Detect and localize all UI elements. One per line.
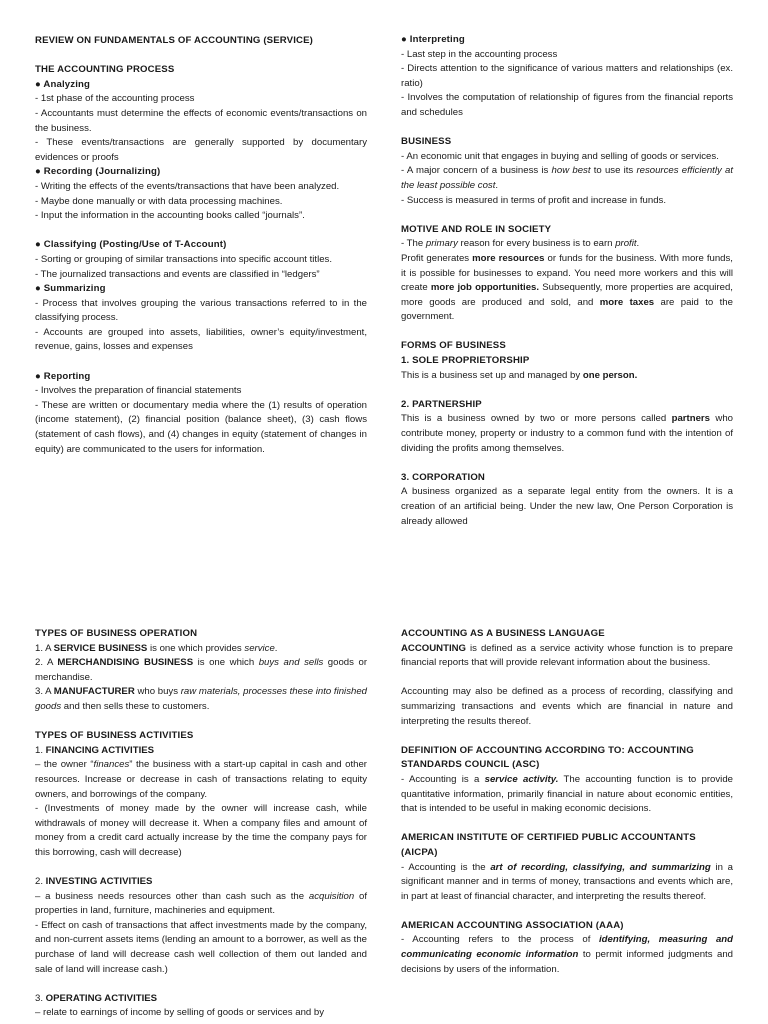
paragraph <box>401 150 733 165</box>
text-run: ACCOUNTING AS A BUSINESS LANGUAGE <box>401 628 605 639</box>
section-heading <box>401 339 733 354</box>
text-run: in a significant manner and in terms of money, transactions and events which are, in part at least of financial character, and interpreting the results thereof. <box>401 861 734 902</box>
text-run: finances <box>93 759 130 771</box>
text-run: ● Analyzing <box>35 78 91 90</box>
text-run: - Involves the computation of relationship of figures from the financial reports and schedules <box>401 92 733 118</box>
paragraph <box>35 992 367 1007</box>
text-run: profit <box>615 238 637 250</box>
text-run: . <box>274 642 278 654</box>
text-run: who contribute money, property or industry to a common fund with the intention of dividing the profits among themselves. <box>401 413 734 454</box>
text-run: FINANCING ACTIVITIES <box>45 744 155 756</box>
text-run: AMERICAN INSTITUTE OF CERTIFIED PUBLIC ACCOUNTANTS (AICPA) <box>401 832 696 858</box>
paragraph <box>401 194 733 209</box>
text-run: buys and sells <box>258 657 324 669</box>
text-run: TYPES OF BUSINESS OPERATION <box>35 628 198 639</box>
text-run: is one which provides <box>147 642 245 654</box>
section-heading <box>35 370 367 385</box>
text-run: to use its <box>590 165 637 177</box>
text-run: of properties in land, furniture, machineries and equipment. <box>35 890 367 917</box>
paragraph <box>401 412 733 456</box>
paragraph-gap <box>35 49 367 64</box>
column-left-top <box>35 34 367 457</box>
paragraph-gap <box>401 325 733 340</box>
text-run: INVESTING ACTIVITIES <box>45 876 153 888</box>
paragraph-gap <box>401 121 733 136</box>
paragraph <box>35 758 367 802</box>
paragraph-gap <box>401 208 733 223</box>
section-heading <box>401 33 733 48</box>
text-run: - 1st phase of the accounting process <box>35 93 195 105</box>
column-right-bottom <box>401 627 733 977</box>
text-run: ● Interpreting <box>401 34 465 45</box>
paragraph <box>401 485 733 529</box>
text-run: AMERICAN ACCOUNTING ASSOCIATION (AAA) <box>401 919 624 931</box>
text-run: - Writing the effects of the events/transactions that have been analyzed. <box>35 180 340 192</box>
text-run: more resources <box>472 252 545 264</box>
paragraph <box>35 399 367 457</box>
paragraph <box>35 656 367 685</box>
section-heading <box>401 471 733 486</box>
text-run: to permit informed judgments and decisions by users of the information. <box>401 949 733 975</box>
text-run: Accounting may also be defined as a process of recording, classifying and summarizing transactions and events which are financial in nature and interpreting the results thereof. <box>401 686 733 727</box>
paragraph-gap <box>401 671 733 686</box>
text-run: 3. <box>35 992 46 1004</box>
section-heading <box>401 354 733 369</box>
text-run: is one which <box>193 657 259 669</box>
text-run: ” the business with a start-up capital in cash and other resources. Increase or decrease in cash of transactions relating to equity owners, and borrowings of the company. <box>35 759 367 800</box>
paragraph <box>35 180 367 195</box>
paragraph-gap <box>401 456 733 471</box>
text-run: or funds for the business. With more funds, it is possible for businesses to expand. You need more workers and this will create <box>401 252 733 294</box>
paragraph <box>35 195 367 210</box>
text-run: SERVICE BUSINESS <box>53 642 148 654</box>
paragraph <box>35 802 367 860</box>
text-run: ACCOUNTING <box>401 642 467 654</box>
section-heading <box>401 919 733 934</box>
text-run: 2. <box>35 876 46 888</box>
text-run: - Accounting refers to the process of <box>401 934 599 946</box>
text-run: TYPES OF BUSINESS ACTIVITIES <box>35 730 194 742</box>
text-run: raw materials, processes these into finished goods <box>35 686 367 712</box>
text-run: and then sells these to customers. <box>61 700 210 712</box>
paragraph-gap <box>35 355 367 370</box>
text-run: 3. CORPORATION <box>401 471 486 483</box>
paragraph <box>35 326 367 355</box>
paragraph <box>401 62 733 91</box>
text-run: - Accounting is a <box>401 773 485 785</box>
text-run: REVIEW ON FUNDAMENTALS OF ACCOUNTING (SERVICE) <box>35 35 314 46</box>
text-run: acquisition <box>308 890 355 902</box>
paragraph <box>401 237 733 252</box>
paragraph <box>401 933 733 977</box>
paragraph <box>401 164 733 193</box>
text-run: more taxes <box>599 296 655 308</box>
text-run: ● Classifying (Posting/Use of T-Account) <box>35 239 227 251</box>
text-run: 1. <box>35 744 46 756</box>
paragraph <box>401 773 733 817</box>
section-heading <box>401 135 733 150</box>
paragraph <box>401 369 733 384</box>
text-run: BUSINESS <box>401 136 452 148</box>
paragraph <box>35 744 367 759</box>
text-run: Profit generates <box>401 252 473 264</box>
paragraph <box>35 253 367 268</box>
text-run: - Effect on cash of transactions that affect investments made by the company, and non-current assets items (lending an amount to a borrower, as well as the purchase of land will decrease cash well collection of them out landed and sale of land will increase cash.) <box>35 919 367 975</box>
text-run: - Input the information in the accounting books called “journals”. <box>35 210 305 222</box>
text-run: - The journalized transactions and events are classified in “ledgers” <box>35 268 320 280</box>
text-run: – a business needs resources other than cash such as the <box>35 890 309 902</box>
paragraph <box>401 252 733 325</box>
paragraph <box>401 642 733 671</box>
section-heading <box>35 78 367 93</box>
paragraph-gap <box>401 729 733 744</box>
text-run: art of recording, classifying, and summarizing <box>490 861 711 873</box>
text-run: 1. A <box>35 642 54 654</box>
text-run: - (Investments of money made by the owner will increase cash, while withdrawals of money will decrease it. When a company files and amount of money from a credit card actually increase by the time the company pays for this borrowing, cash will decrease) <box>35 803 367 858</box>
paragraph-gap <box>401 817 733 832</box>
text-run: 3. A <box>35 686 54 698</box>
text-run: MANUFACTURER <box>53 686 135 698</box>
text-run: identifying, measuring and communicating economic information <box>401 934 733 961</box>
section-heading <box>35 729 367 744</box>
text-run: - These are written or documentary media where the (1) results of operation (income statement), (2) financial position (balance sheet), (3) cash flows (statement of cash flows), and (4) changes in equity (statement of changes in equity) are communicated to the users for information. <box>35 399 367 455</box>
text-run: MOTIVE AND ROLE IN SOCIETY <box>401 223 552 235</box>
text-run: - Accounts are grouped into assets, liabilities, owner’s equity/investment, revenue, gains, losses and expenses <box>35 326 367 353</box>
section-heading <box>35 165 367 180</box>
text-run: - An economic unit that engages in buying and selling of goods or services. <box>401 150 719 162</box>
text-run: ● Recording (Journalizing) <box>35 166 161 178</box>
paragraph <box>401 91 733 120</box>
paragraph <box>35 875 367 890</box>
text-run: more job opportunities. <box>430 282 540 294</box>
text-run: - Last step in the accounting process <box>401 48 558 60</box>
text-run: . <box>636 238 640 250</box>
column-right-top <box>401 33 733 529</box>
section-heading <box>35 238 367 253</box>
text-run: – relate to earnings of income by selling of goods or services and by <box>35 1007 325 1019</box>
text-run: - Involves the preparation of financial statements <box>35 385 242 397</box>
text-run: - Directs attention to the significance of various matters and relationships (ex. ratio) <box>401 63 733 89</box>
section-heading <box>35 627 367 642</box>
text-run: how best <box>551 165 591 177</box>
paragraph <box>35 1006 367 1021</box>
text-run: A business organized as a separate legal entity from the owners. It is a creation of an artificial being. Under the new law, One Person Corporation is already allowed <box>401 486 733 527</box>
text-run: This is a business owned by two or more persons called <box>401 413 672 425</box>
paragraph <box>35 209 367 224</box>
text-run: - Process that involves grouping the various transactions referred to in the classifying process. <box>35 297 367 324</box>
text-run: one person. <box>582 369 638 381</box>
text-run: 2. PARTNERSHIP <box>401 398 482 410</box>
paragraph-gap <box>35 861 367 876</box>
text-run: is defined as a service activity whose function is to prepare financial reports that will provide relevant information about the business. <box>401 642 733 669</box>
text-run: - Accountants must determine the effects of economic events/transactions on the business. <box>35 107 367 134</box>
text-run: – the owner “ <box>35 759 94 771</box>
text-run: - A major concern of a business is <box>401 165 552 177</box>
section-heading <box>35 282 367 297</box>
paragraph-gap <box>401 383 733 398</box>
text-run: - Maybe done manually or with data processing machines. <box>35 195 283 207</box>
section-heading <box>35 63 367 78</box>
paragraph <box>35 642 367 657</box>
paragraph <box>35 136 367 165</box>
paragraph-gap <box>35 224 367 239</box>
text-run: - Sorting or grouping of similar transactions into specific account titles. <box>35 253 333 265</box>
text-run: resources efficiently at the least possible cost <box>401 165 733 191</box>
text-run: Subsequently, more properties are acquired, more goods are produced and sold, and <box>401 282 733 308</box>
text-run: reason for every business is to earn <box>457 238 616 250</box>
text-run: - Accounting is the <box>401 861 491 873</box>
section-heading <box>401 744 733 773</box>
text-run: THE ACCOUNTING PROCESS <box>35 64 175 76</box>
section-heading <box>401 627 733 642</box>
paragraph-gap <box>35 715 367 730</box>
paragraph-gap <box>35 977 367 992</box>
text-run: service <box>244 642 275 654</box>
text-run: MERCHANDISING BUSINESS <box>57 657 194 669</box>
text-run: OPERATING ACTIVITIES <box>45 992 158 1004</box>
text-run: ● Reporting <box>35 370 91 382</box>
text-run: DEFINITION OF ACCOUNTING ACCORDING TO: ACCOUNTING STANDARDS COUNCIL (ASC) <box>401 744 694 771</box>
paragraph <box>35 107 367 136</box>
text-run: This is a business set up and managed by <box>401 369 583 381</box>
section-heading <box>35 34 367 49</box>
text-run: - Success is measured in terms of profit and increase in funds. <box>401 194 667 206</box>
column-left-bottom <box>35 627 367 1021</box>
text-run: 1. SOLE PROPRIETORSHIP <box>401 355 530 367</box>
paragraph <box>401 861 733 905</box>
paragraph <box>35 268 367 283</box>
text-run: who buys <box>134 686 181 698</box>
paragraph <box>35 92 367 107</box>
text-run: partners <box>671 413 710 425</box>
text-run: FORMS OF BUSINESS <box>401 340 506 352</box>
paragraph <box>35 919 367 977</box>
text-run: ● Summarizing <box>35 283 106 295</box>
paragraph-gap <box>401 904 733 919</box>
text-run: . <box>495 179 499 191</box>
paragraph <box>35 297 367 326</box>
text-run: goods or merchandise. <box>35 657 368 683</box>
section-heading <box>401 831 733 860</box>
text-run: - The <box>401 238 426 250</box>
section-heading <box>401 223 733 238</box>
paragraph <box>35 890 367 919</box>
text-run: The accounting function is to provide quantitative information, primarily financial in nature about economic entities, that is intended to be useful in making economic decisions. <box>401 773 733 815</box>
paragraph <box>35 685 367 714</box>
text-run: service activity. <box>484 773 559 785</box>
text-run: - These events/transactions are generally supported by documentary evidences or proofs <box>35 137 367 163</box>
text-run: 2. A <box>35 657 58 669</box>
text-run: primary <box>425 238 458 250</box>
paragraph <box>401 685 733 729</box>
paragraph <box>401 48 733 63</box>
section-heading <box>401 398 733 413</box>
text-run: are paid to the government. <box>401 296 733 323</box>
paragraph <box>35 384 367 399</box>
